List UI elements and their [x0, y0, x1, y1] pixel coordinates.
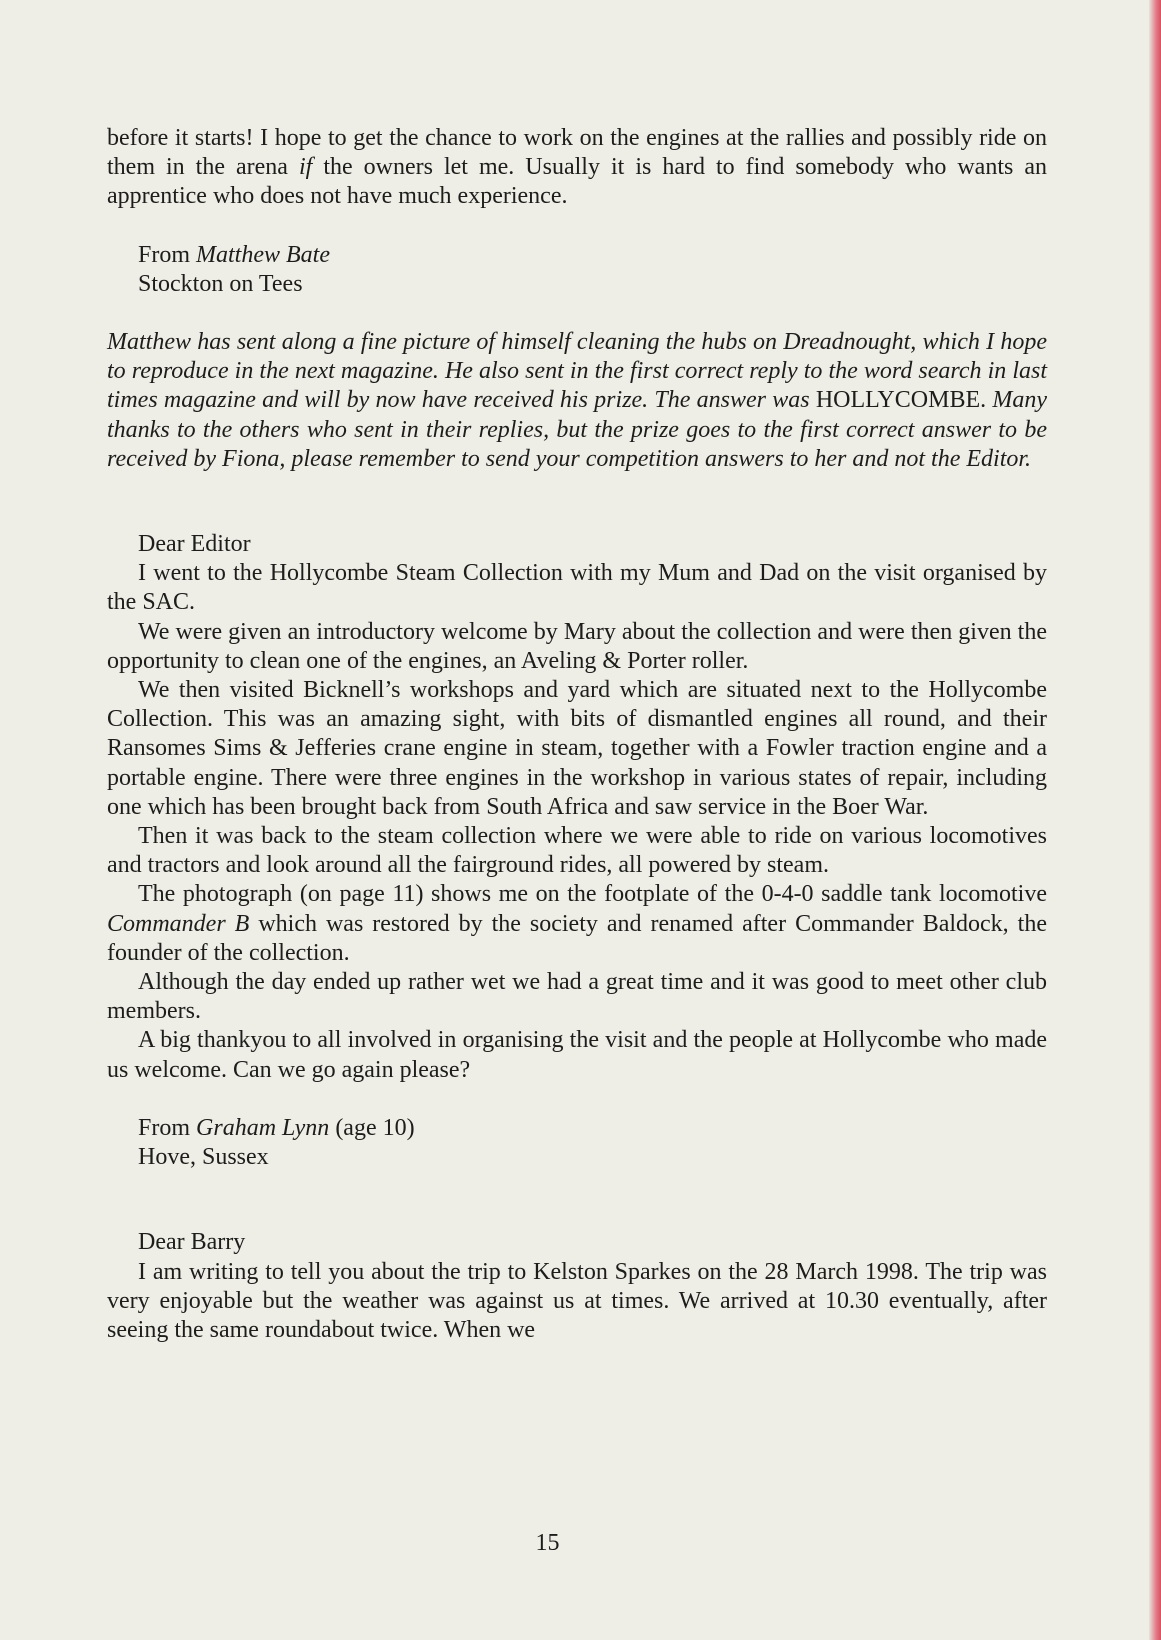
signature-matthew: From Matthew Bate	[138, 241, 330, 268]
opening-paragraph: before it starts! I hope to get the chance to work on the engines at the rallies and possibly ride on them in the arena if the owners let me. Usually it is hard to find somebody who wants an apprentice who does not have much experience.	[107, 125, 1047, 210]
letter2-paragraph: We then visited Bicknell’s workshops and yard which are situated next to the Hollycombe Collection. This was an amazing sight, with bits of dismantled engines all round, and their Ransomes Sims & Jefferies crane engine in steam, together with a Fowler traction engine and a portable engine. There were three engines in the workshop in various states of repair, including one which has been brought back from South Africa and saw service in the Boer War.	[107, 677, 1047, 820]
page-edge	[1149, 0, 1161, 1640]
page-body	[107, 124, 1047, 1345]
signature-graham: From Graham Lynn (age 10)	[138, 1114, 415, 1141]
letter2-paragraph: I went to the Hollycombe Steam Collection with my Mum and Dad on the visit organised by the SAC.	[107, 560, 1047, 616]
town-matthew: Stockton on Tees	[138, 270, 303, 297]
letter2-paragraph: Although the day ended up rather wet we had a great time and it was good to meet other club members.	[107, 969, 1047, 1025]
town-graham: Hove, Sussex	[138, 1144, 269, 1171]
letter2-paragraph: Then it was back to the steam collection where we were able to ride on various locomotives and tractors and look around all the fairground rides, all powered by steam.	[107, 823, 1047, 879]
editor-note: Matthew has sent along a fine picture of himself cleaning the hubs on Dreadnought, which I hope to reproduce in the next magazine. He also sent in the first correct reply to the word search in last times magazine and will by now have received his prize. The answer was HOLLYCOMBE. Many thanks to the others who sent in their replies, but the prize goes to the first correct answer to be received by Fiona, please remember to send your competition answers to her and not the Editor.	[107, 329, 1047, 472]
salutation-barry: Dear Barry	[138, 1229, 246, 1256]
letter3-paragraph: I am writing to tell you about the trip to Kelston Sparkes on the 28 March 1998. The trip was very enjoyable but the weather was against us at times. We arrived at 10.30 eventually, after seeing the same roundabout twice. When we	[107, 1258, 1047, 1343]
letter2-paragraph: The photograph (on page 11) shows me on the footplate of the 0-4-0 saddle tank locomotive Commander B which was restored by the society and renamed after Commander Baldock, the founder of the collection.	[107, 881, 1047, 966]
letter2-paragraph: A big thankyou to all involved in organising the visit and the people at Hollycombe who made us welcome. Can we go again please?	[107, 1027, 1047, 1083]
letter2-paragraph: We were given an introductory welcome by Mary about the collection and were then given the opportunity to clean one of the engines, an Aveling & Porter roller.	[107, 618, 1047, 674]
page-number: 15	[535, 1530, 560, 1556]
salutation-editor: Dear Editor	[138, 531, 251, 558]
